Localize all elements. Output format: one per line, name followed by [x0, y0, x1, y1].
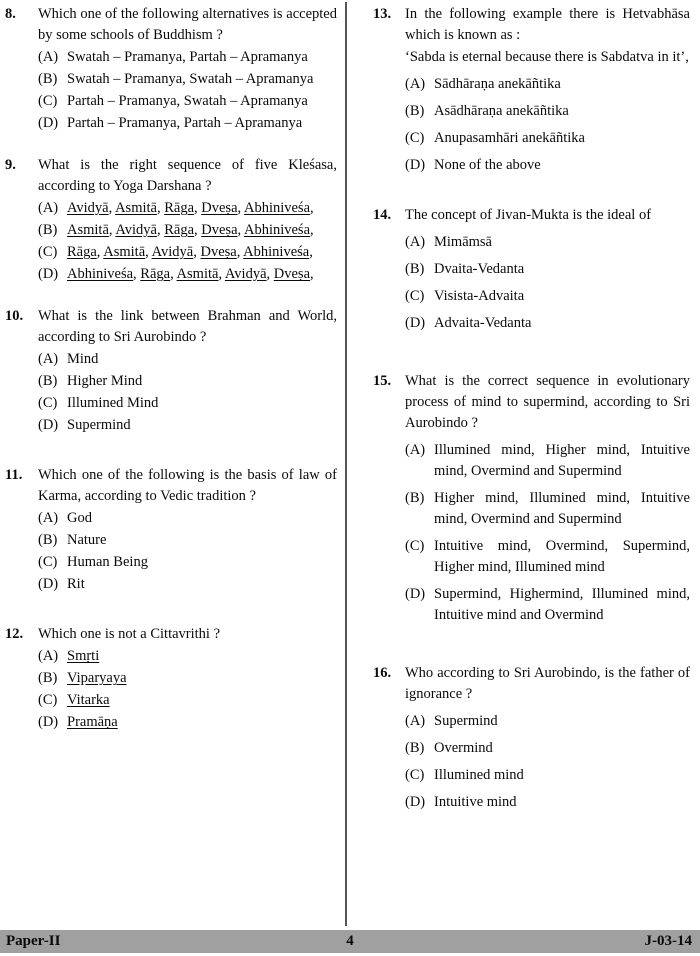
option-label: (D)	[38, 714, 59, 731]
question-stem: What is the correct sequence in evolutionary process of mind to supermind, according to Sri Aurobindo ?	[405, 373, 690, 432]
option-label: (D)	[405, 586, 426, 603]
question-stem: Who according to Sri Aurobindo, is the father of ignorance ?	[405, 665, 690, 703]
question-11	[5, 465, 337, 595]
option-label: (C)	[405, 288, 425, 305]
footer-rule	[0, 953, 700, 954]
option-term: Rāga	[140, 266, 171, 283]
option-a[interactable]	[38, 349, 337, 370]
option-d[interactable]	[38, 574, 337, 595]
option-label: (C)	[38, 395, 58, 412]
option-label: (A)	[38, 351, 59, 368]
option-text: Supermind	[434, 713, 498, 730]
option-c[interactable]	[405, 536, 690, 578]
left-column	[0, 0, 345, 928]
question-8	[5, 4, 337, 134]
option-b[interactable]	[405, 488, 690, 530]
question-stem-quote: ‘Sabda is eternal because there is Sabdatva in it’,	[405, 49, 689, 66]
option-text: Dvaita-Vedanta	[434, 261, 525, 278]
option-label: (B)	[405, 490, 425, 507]
option-label: (C)	[38, 692, 58, 709]
option-term: Avidyā	[151, 244, 194, 261]
option-text: Swatah – Pramanya, Swatah – Apramanya	[67, 71, 314, 88]
option-text: Advaita-Vedanta	[434, 315, 532, 332]
option-term: Asmitā	[67, 222, 109, 239]
option-term: Abhiniveśa	[67, 266, 134, 283]
question-number: 16.	[373, 665, 392, 682]
question-stem: Which one of the following is the basis of law of Karma, according to Vedic tradition ?	[38, 467, 337, 505]
option-label: (B)	[405, 103, 425, 120]
option-text: Vitarka	[67, 692, 110, 709]
option-text: Mimāmsā	[434, 234, 492, 251]
question-number: 8.	[5, 6, 16, 22]
question-number: 12.	[5, 626, 24, 643]
option-list	[38, 508, 337, 595]
option-text: Partah – Pramanya, Swatah – Apramanya	[67, 93, 308, 110]
question-number: 13.	[373, 6, 392, 22]
option-a[interactable]	[38, 198, 337, 219]
option-text: Illumined mind, Higher mind, Intuitive mind, Overmind and Supermind	[434, 442, 690, 480]
question-spacer	[373, 639, 690, 663]
option-text: Intuitive mind	[434, 794, 517, 811]
question-spacer	[5, 147, 337, 155]
option-text: Pramāṇa	[67, 714, 118, 731]
question-10	[5, 306, 337, 436]
option-label: (D)	[38, 576, 59, 593]
option-label: (D)	[38, 266, 59, 283]
option-label: (B)	[405, 261, 425, 278]
option-b[interactable]	[405, 259, 690, 280]
option-label: (C)	[38, 554, 58, 571]
option-label: (D)	[405, 794, 426, 811]
option-text: Nature	[67, 532, 107, 549]
option-b[interactable]	[38, 530, 337, 551]
option-a[interactable]	[405, 232, 690, 253]
option-label: (A)	[38, 200, 59, 217]
option-text: Mind	[67, 351, 99, 368]
option-text: Visista-Advaita	[434, 288, 525, 305]
question-12	[5, 624, 337, 733]
question-spacer	[373, 189, 690, 205]
option-list	[38, 47, 337, 134]
option-label: (D)	[38, 417, 59, 434]
option-text: Asmitā, Avidyā, Rāga, Dveṣa, Abhiniveśa,	[67, 222, 314, 239]
option-text: Partah – Pramanya, Partah – Apramanya	[67, 115, 303, 132]
option-text: Higher Mind	[67, 373, 143, 390]
option-text: Rit	[67, 576, 85, 593]
option-term: Avidyā	[67, 200, 109, 217]
option-label: (A)	[38, 49, 59, 66]
option-list	[405, 711, 690, 813]
option-c[interactable]	[38, 552, 337, 573]
option-d[interactable]	[38, 113, 337, 134]
option-a[interactable]	[38, 646, 337, 667]
question-stem: What is the right sequence of five Kleśasa, according to Yoga Darshana ?	[38, 157, 337, 195]
option-text: God	[67, 510, 92, 527]
option-c[interactable]	[38, 690, 337, 711]
question-body	[405, 4, 690, 176]
option-label: (C)	[38, 93, 58, 110]
question-stem: The concept of Jivan-Mukta is the ideal of	[405, 207, 652, 224]
option-c[interactable]	[405, 286, 690, 307]
option-label: (C)	[405, 538, 425, 555]
column-divider	[345, 2, 347, 926]
option-label: (B)	[38, 373, 58, 390]
question-9	[5, 155, 337, 285]
option-label: (D)	[405, 315, 426, 332]
option-term: Rāga	[164, 222, 195, 239]
question-number: 10.	[5, 308, 24, 325]
option-label: (D)	[38, 115, 59, 132]
question-body	[405, 663, 690, 813]
option-list	[405, 74, 690, 176]
page-footer	[0, 930, 700, 953]
option-b[interactable]	[38, 220, 337, 241]
option-label: (C)	[38, 244, 58, 261]
question-spacer	[5, 608, 337, 624]
option-text: None of the above	[434, 157, 541, 174]
option-text: Smṛti	[67, 648, 100, 665]
option-label: (A)	[38, 510, 59, 527]
question-15	[373, 371, 690, 626]
footer-page-number: 4	[346, 933, 354, 949]
question-body	[38, 155, 337, 285]
option-a[interactable]	[405, 440, 690, 482]
option-text: Overmind	[434, 740, 493, 757]
option-list	[38, 198, 337, 285]
option-term: Abhiniveśa	[243, 222, 311, 239]
question-body	[405, 205, 690, 334]
option-text: Viparyaya	[67, 670, 127, 687]
question-stem: Which one of the following alternatives is accepted by some schools of Buddhism ?	[38, 6, 337, 44]
option-term: Abhiniveśa	[243, 244, 310, 261]
question-number: 9.	[5, 157, 16, 174]
option-term: Dveṣa	[201, 200, 238, 217]
option-a[interactable]	[405, 711, 690, 732]
option-term: Asmitā	[103, 244, 146, 261]
question-body	[38, 624, 337, 733]
option-d[interactable]	[38, 712, 337, 733]
question-spacer	[5, 449, 337, 465]
option-label: (B)	[38, 222, 58, 239]
option-label: (B)	[38, 670, 58, 687]
option-label: (A)	[405, 442, 426, 459]
option-text: Rāga, Asmitā, Avidyā, Dveṣa, Abhiniveśa,	[67, 244, 313, 261]
question-body	[38, 465, 337, 595]
option-list	[38, 349, 337, 436]
option-term: Dveṣa	[200, 244, 237, 261]
option-label: (A)	[405, 76, 426, 93]
option-text: Higher mind, Illumined mind, Intuitive mind, Overmind and Supermind	[434, 490, 690, 528]
option-text: Intuitive mind, Overmind, Supermind, Higher mind, Illumined mind	[434, 538, 690, 576]
question-number: 14.	[373, 207, 392, 224]
option-d[interactable]	[38, 264, 337, 285]
option-text: Supermind, Highermind, Illumined mind, Intuitive mind and Overmind	[434, 586, 690, 624]
question-spacer	[5, 298, 337, 306]
option-b[interactable]	[38, 69, 337, 90]
option-label: (A)	[405, 713, 426, 730]
option-text: Supermind	[67, 417, 131, 434]
option-c[interactable]	[405, 765, 690, 786]
option-b[interactable]	[38, 371, 337, 392]
option-text: Avidyā, Asmitā, Rāga, Dveṣa, Abhiniveśa,	[67, 200, 314, 217]
option-c[interactable]	[38, 91, 337, 112]
question-13	[373, 4, 690, 176]
option-term: Asmitā	[115, 200, 157, 217]
option-term: Asmitā	[176, 266, 219, 283]
option-b[interactable]	[405, 101, 690, 122]
question-spacer	[373, 347, 690, 371]
option-list	[405, 232, 690, 334]
question-stem: What is the link between Brahman and World, according to Sri Aurobindo ?	[38, 308, 337, 346]
option-list	[405, 440, 690, 626]
option-d[interactable]	[405, 792, 690, 813]
option-text: Sādhāraṇa anekāñtika	[434, 76, 561, 93]
option-text: Anupasamhāri anekāñtika	[434, 130, 585, 147]
option-d[interactable]	[405, 584, 690, 626]
option-term: Dveṣa	[201, 222, 238, 239]
option-b[interactable]	[38, 668, 337, 689]
option-c[interactable]	[405, 128, 690, 149]
right-column	[345, 0, 700, 928]
option-c[interactable]	[38, 393, 337, 414]
footer-paper-code: J-03-14	[644, 933, 692, 949]
question-stem: Which one is not a Cittavrithi ?	[38, 626, 221, 643]
question-14	[373, 205, 690, 334]
option-d[interactable]	[405, 155, 690, 176]
option-label: (B)	[38, 71, 58, 88]
option-term: Rāga	[67, 244, 97, 261]
question-body	[38, 306, 337, 436]
option-a[interactable]	[38, 508, 337, 529]
option-term: Rāga	[164, 200, 195, 217]
option-label: (D)	[405, 157, 426, 174]
question-number: 15.	[373, 373, 392, 390]
option-term: Dveṣa	[273, 266, 311, 283]
option-term: Avidyā	[224, 266, 267, 283]
option-text: Illumined Mind	[67, 395, 159, 412]
option-label: (B)	[405, 740, 425, 757]
option-text: Illumined mind	[434, 767, 524, 784]
question-number: 11.	[5, 467, 23, 484]
option-b[interactable]	[405, 738, 690, 759]
option-d[interactable]	[405, 313, 690, 334]
option-text: Swatah – Pramanya, Partah – Apramanya	[67, 49, 308, 66]
question-body	[38, 4, 337, 134]
option-label: (B)	[38, 532, 58, 549]
option-d[interactable]	[38, 415, 337, 436]
option-a[interactable]	[38, 47, 337, 68]
question-16	[373, 663, 690, 813]
option-text: Asādhāraṇa anekāñtika	[434, 103, 569, 120]
option-c[interactable]	[38, 242, 337, 263]
option-label: (C)	[405, 130, 425, 147]
question-stem: In the following example there is Hetvabhāsa which is known as :	[405, 6, 690, 44]
option-label: (C)	[405, 767, 425, 784]
question-body	[405, 371, 690, 626]
option-label: (A)	[38, 648, 59, 665]
option-list	[38, 646, 337, 733]
option-term: Avidyā	[115, 222, 157, 239]
footer-paper-label: Paper-II	[6, 933, 61, 949]
option-text: Abhiniveśa, Rāga, Asmitā, Avidyā, Dveṣa,	[67, 266, 314, 283]
option-text: Human Being	[67, 554, 148, 571]
option-a[interactable]	[405, 74, 690, 95]
option-term: Abhiniveśa	[243, 200, 311, 217]
option-label: (A)	[405, 234, 426, 251]
